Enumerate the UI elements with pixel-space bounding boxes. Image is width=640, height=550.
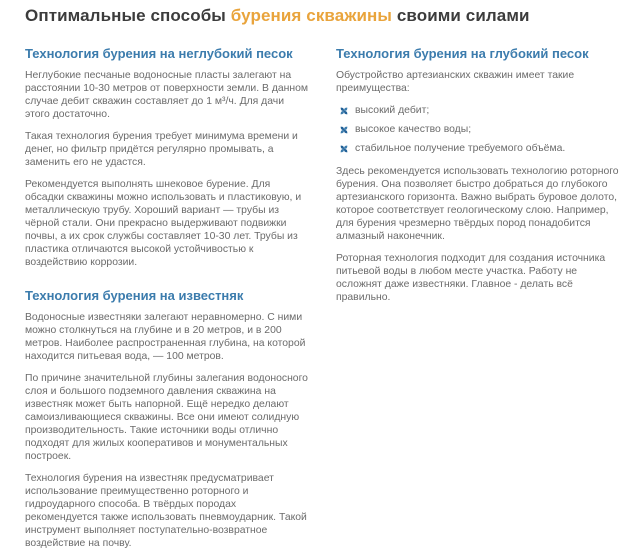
section-limestone — [25, 288, 309, 550]
advantages-list — [336, 104, 620, 155]
section-heading: Технология бурения на известняк — [25, 288, 244, 303]
page-title-highlight: бурения скважины — [230, 6, 393, 25]
paragraph: Рекомендуется выполнять шнековое бурение. Для обсадки скважины можно использовать и пластиковую, и металлическую трубу. Хороший вариант — трубы из чёрной стали. Они прекрасно выдерживают подвижки почвы, а их срок службы составляет 10-30 лет. Трубы из пластика отличаются высокой устойчивостью к воздействию коррозии. — [25, 179, 302, 268]
list-item-text: высокий дебит; — [355, 105, 430, 116]
page-title — [25, 5, 620, 27]
pinwheel-icon — [339, 125, 349, 135]
two-column-layout — [25, 46, 620, 550]
left-column — [25, 46, 309, 550]
section-deep-sand — [336, 46, 620, 304]
paragraph: Такая технология бурения требует минимума времени и денег, но фильтр придётся регулярно промывать, а заменить его не удастся. — [25, 131, 298, 168]
list-item-text: стабильное получение требуемого объёма. — [355, 143, 566, 154]
list-item — [339, 104, 620, 117]
section-heading: Технология бурения на глубокий песок — [336, 46, 589, 61]
list-item — [339, 142, 620, 155]
right-column — [336, 46, 620, 304]
paragraph: Здесь рекомендуется использовать технологию роторного бурения. Она позволяет быстро добраться до глубокого артезианского горизонта. Важно выбрать буровое долото, которое соответствует геологическому слою. Например, для бурения чрезмерно твёрдых пород понадобится алмазный наконечник. — [336, 166, 619, 242]
paragraph: Неглубокие песчаные водоносные пласты залегают на расстоянии 10-30 метров от поверхности земли. В данном случае дебит скважин составляет до 1 м³/ч. Для дачи этого достаточно. — [25, 70, 309, 120]
paragraph: Водоносные известняки залегают неравномерно. С ними можно столкнуться на глубине и в 20 метров, и в 200 метров. Наиболее распространенная глубина, на которой находится питьевая вода, — 100 метров. — [25, 312, 306, 362]
section-shallow-sand — [25, 46, 309, 269]
list-item — [339, 123, 620, 136]
paragraph: Технология бурения на известняк предусматривает использование преимущественно роторного и гидроударного способа. В твёрдых породах рекомендуется также использовать пневмоударник. Такой инструмент выполняет поступательно-возвратное воздействие на почву. — [25, 473, 307, 549]
page-title-suffix: своими силами — [392, 6, 530, 25]
paragraph: Роторная технология подходит для создания источника питьевой воды в любом месте участка. Работу не осложнят даже известняки. Главное - делать всё правильно. — [336, 253, 606, 303]
section-heading: Технология бурения на неглубокий песок — [25, 46, 293, 61]
pinwheel-icon — [339, 144, 349, 154]
list-item-text: высокое качество воды; — [355, 124, 472, 135]
page-title-prefix: Оптимальные способы — [25, 6, 231, 25]
paragraph: По причине значительной глубины залегания водоносного слоя и большого подземного давления скважина на известняк может быть напорной. Ещё нередко делают самоизливающиеся скважины. Все они имеют солидную производительность. Такие источники воды отлично подходят для жилых кооперативов и монументальных построек. — [25, 373, 308, 462]
paragraph: Обустройство артезианских скважин имеет такие преимущества: — [336, 70, 575, 94]
pinwheel-icon — [339, 106, 349, 116]
